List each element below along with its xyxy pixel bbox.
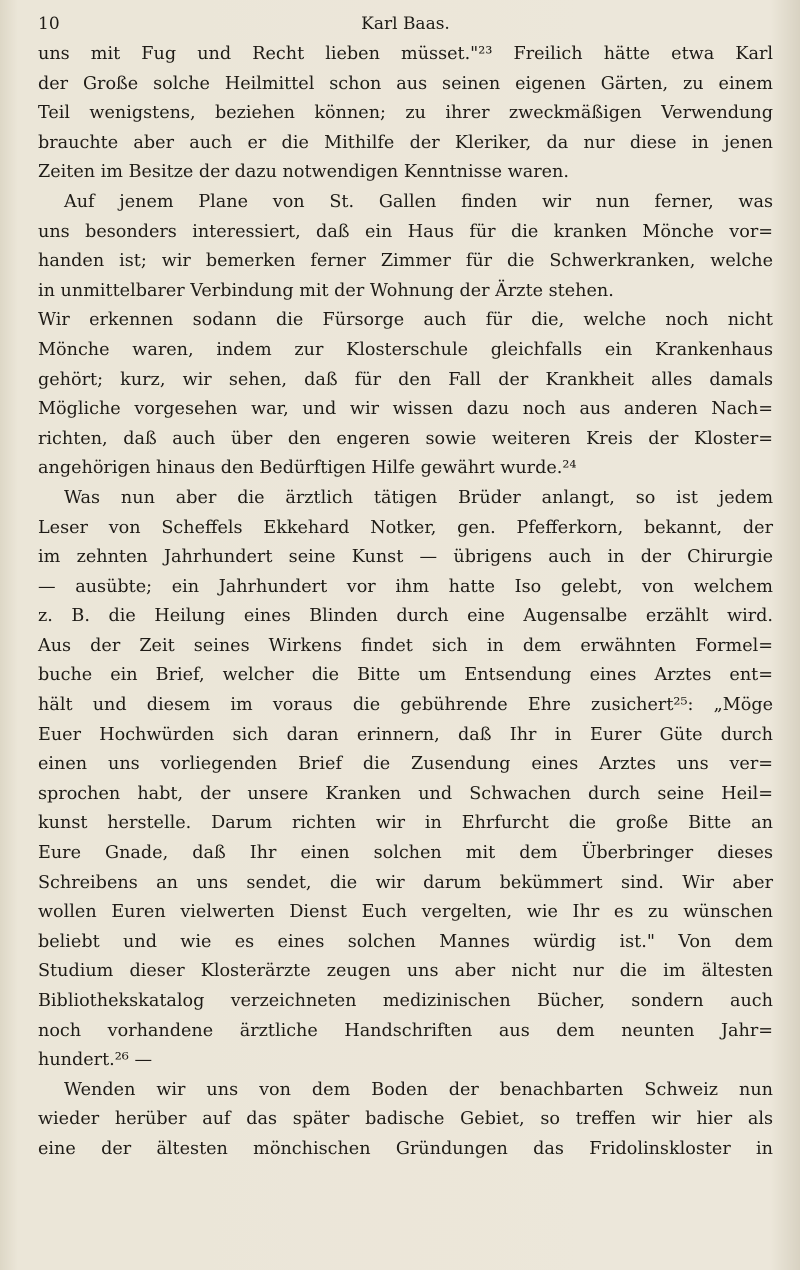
page-number: 10 bbox=[38, 14, 60, 34]
text-line: handen ist; wir bemerken ferner Zimmer für die Schwerkranken, welche bbox=[38, 251, 773, 272]
text-line: Bibliothekskatalog verzeichneten medizinischen Bücher, sondern auch bbox=[38, 991, 773, 1011]
text-line: eine der ältesten mönchischen Gründungen das Fridolinskloster in bbox=[38, 1138, 773, 1159]
text-line: der Große solche Heilmittel schon aus seinen eigenen Gärten, zu einem bbox=[38, 73, 773, 94]
text-line: in unmittelbarer Verbindung mit der Wohnung der Ärzte stehen. bbox=[38, 280, 614, 301]
running-head: Karl Baas. bbox=[361, 14, 450, 34]
text-line: Aus der Zeit seines Wirkens findet sich in dem erwähnten Formel= bbox=[38, 635, 773, 656]
text-line: Euer Hochwürden sich daran erinnern, daß Ihr in Eurer Güte durch bbox=[38, 724, 773, 745]
text-line: noch vorhandene ärztliche Handschriften aus dem neunten Jahr= bbox=[38, 1020, 773, 1041]
text-line: Studium dieser Klosterärzte zeugen uns aber nicht nur die im ältesten bbox=[38, 961, 773, 982]
text-line: buche ein Brief, welcher die Bitte um Entsendung eines Arztes ent= bbox=[38, 665, 773, 686]
text-line: Schreibens an uns sendet, die wir darum bekümmert sind. Wir aber bbox=[38, 872, 773, 893]
text-line: Mögliche vorgesehen war, und wir wissen dazu noch aus anderen Nach= bbox=[38, 399, 773, 420]
text-line: Wir erkennen sodann die Fürsorge auch für die, welche noch nicht bbox=[38, 310, 773, 331]
text-line: Mönche waren, indem zur Klosterschule gleichfalls ein Krankenhaus bbox=[38, 339, 773, 360]
text-line: z. B. die Heilung eines Blinden durch eine Augensalbe erzählt wird. bbox=[38, 606, 773, 627]
text-line: Leser von Scheffels Ekkehard Notker, gen. Pfefferkorn, bekannt, der bbox=[38, 517, 773, 538]
text-line: hundert.²⁶ — bbox=[38, 1050, 153, 1071]
paragraph-start-line: Wenden wir uns von dem Boden der benachbarten Schweiz nun bbox=[64, 1079, 773, 1100]
text-line: gehört; kurz, wir sehen, daß für den Fall der Krankheit alles damals bbox=[38, 369, 773, 390]
text-line: wollen Euren vielwerten Dienst Euch vergelten, wie Ihr es zu wünschen bbox=[38, 902, 773, 923]
text-line: hält und diesem im voraus die gebührende Ehre zusichert²⁵: „Möge bbox=[38, 695, 773, 716]
page-header bbox=[38, 14, 773, 40]
text-line: angehörigen hinaus den Bedürftigen Hilfe gewährt wurde.²⁴ bbox=[38, 458, 577, 479]
paragraph-start-line: Was nun aber die ärztlich tätigen Brüder anlangt, so ist jedem bbox=[64, 487, 773, 508]
text-line: — ausübte; ein Jahrhundert vor ihm hatte Iso gelebt, von welchem bbox=[38, 576, 773, 597]
text-line: richten, daß auch über den engeren sowie weiteren Kreis der Kloster= bbox=[38, 428, 773, 449]
text-line: uns besonders interessiert, daß ein Haus für die kranken Mönche vor= bbox=[38, 221, 773, 242]
text-line: beliebt und wie es eines solchen Mannes würdig ist." Von dem bbox=[38, 931, 773, 952]
text-line: wieder herüber auf das später badische Gebiet, so treffen wir hier als bbox=[38, 1109, 773, 1130]
text-line: Zeiten im Besitze der dazu notwendigen Kenntnisse waren. bbox=[38, 162, 569, 183]
text-line: Teil wenigstens, beziehen können; zu ihrer zweckmäßigen Verwendung bbox=[38, 103, 773, 124]
body-text bbox=[38, 40, 773, 1165]
text-line: Eure Gnade, daß Ihr einen solchen mit dem Überbringer dieses bbox=[38, 843, 773, 864]
text-line: kunst herstelle. Darum richten wir in Ehrfurcht die große Bitte an bbox=[38, 813, 773, 834]
text-line: brauchte aber auch er die Mithilfe der Kleriker, da nur diese in jenen bbox=[38, 132, 773, 153]
text-line: im zehnten Jahrhundert seine Kunst — übrigens auch in der Chirurgie bbox=[38, 547, 773, 568]
paragraph-start-line: Auf jenem Plane von St. Gallen finden wir nun ferner, was bbox=[64, 191, 773, 212]
text-line: uns mit Fug und Recht lieben müsset."²³ Freilich hätte etwa Karl bbox=[38, 44, 773, 64]
text-line: einen uns vorliegenden Brief die Zusendung eines Arztes uns ver= bbox=[38, 754, 773, 775]
text-line: sprochen habt, der unsere Kranken und Schwachen durch seine Heil= bbox=[38, 783, 773, 804]
